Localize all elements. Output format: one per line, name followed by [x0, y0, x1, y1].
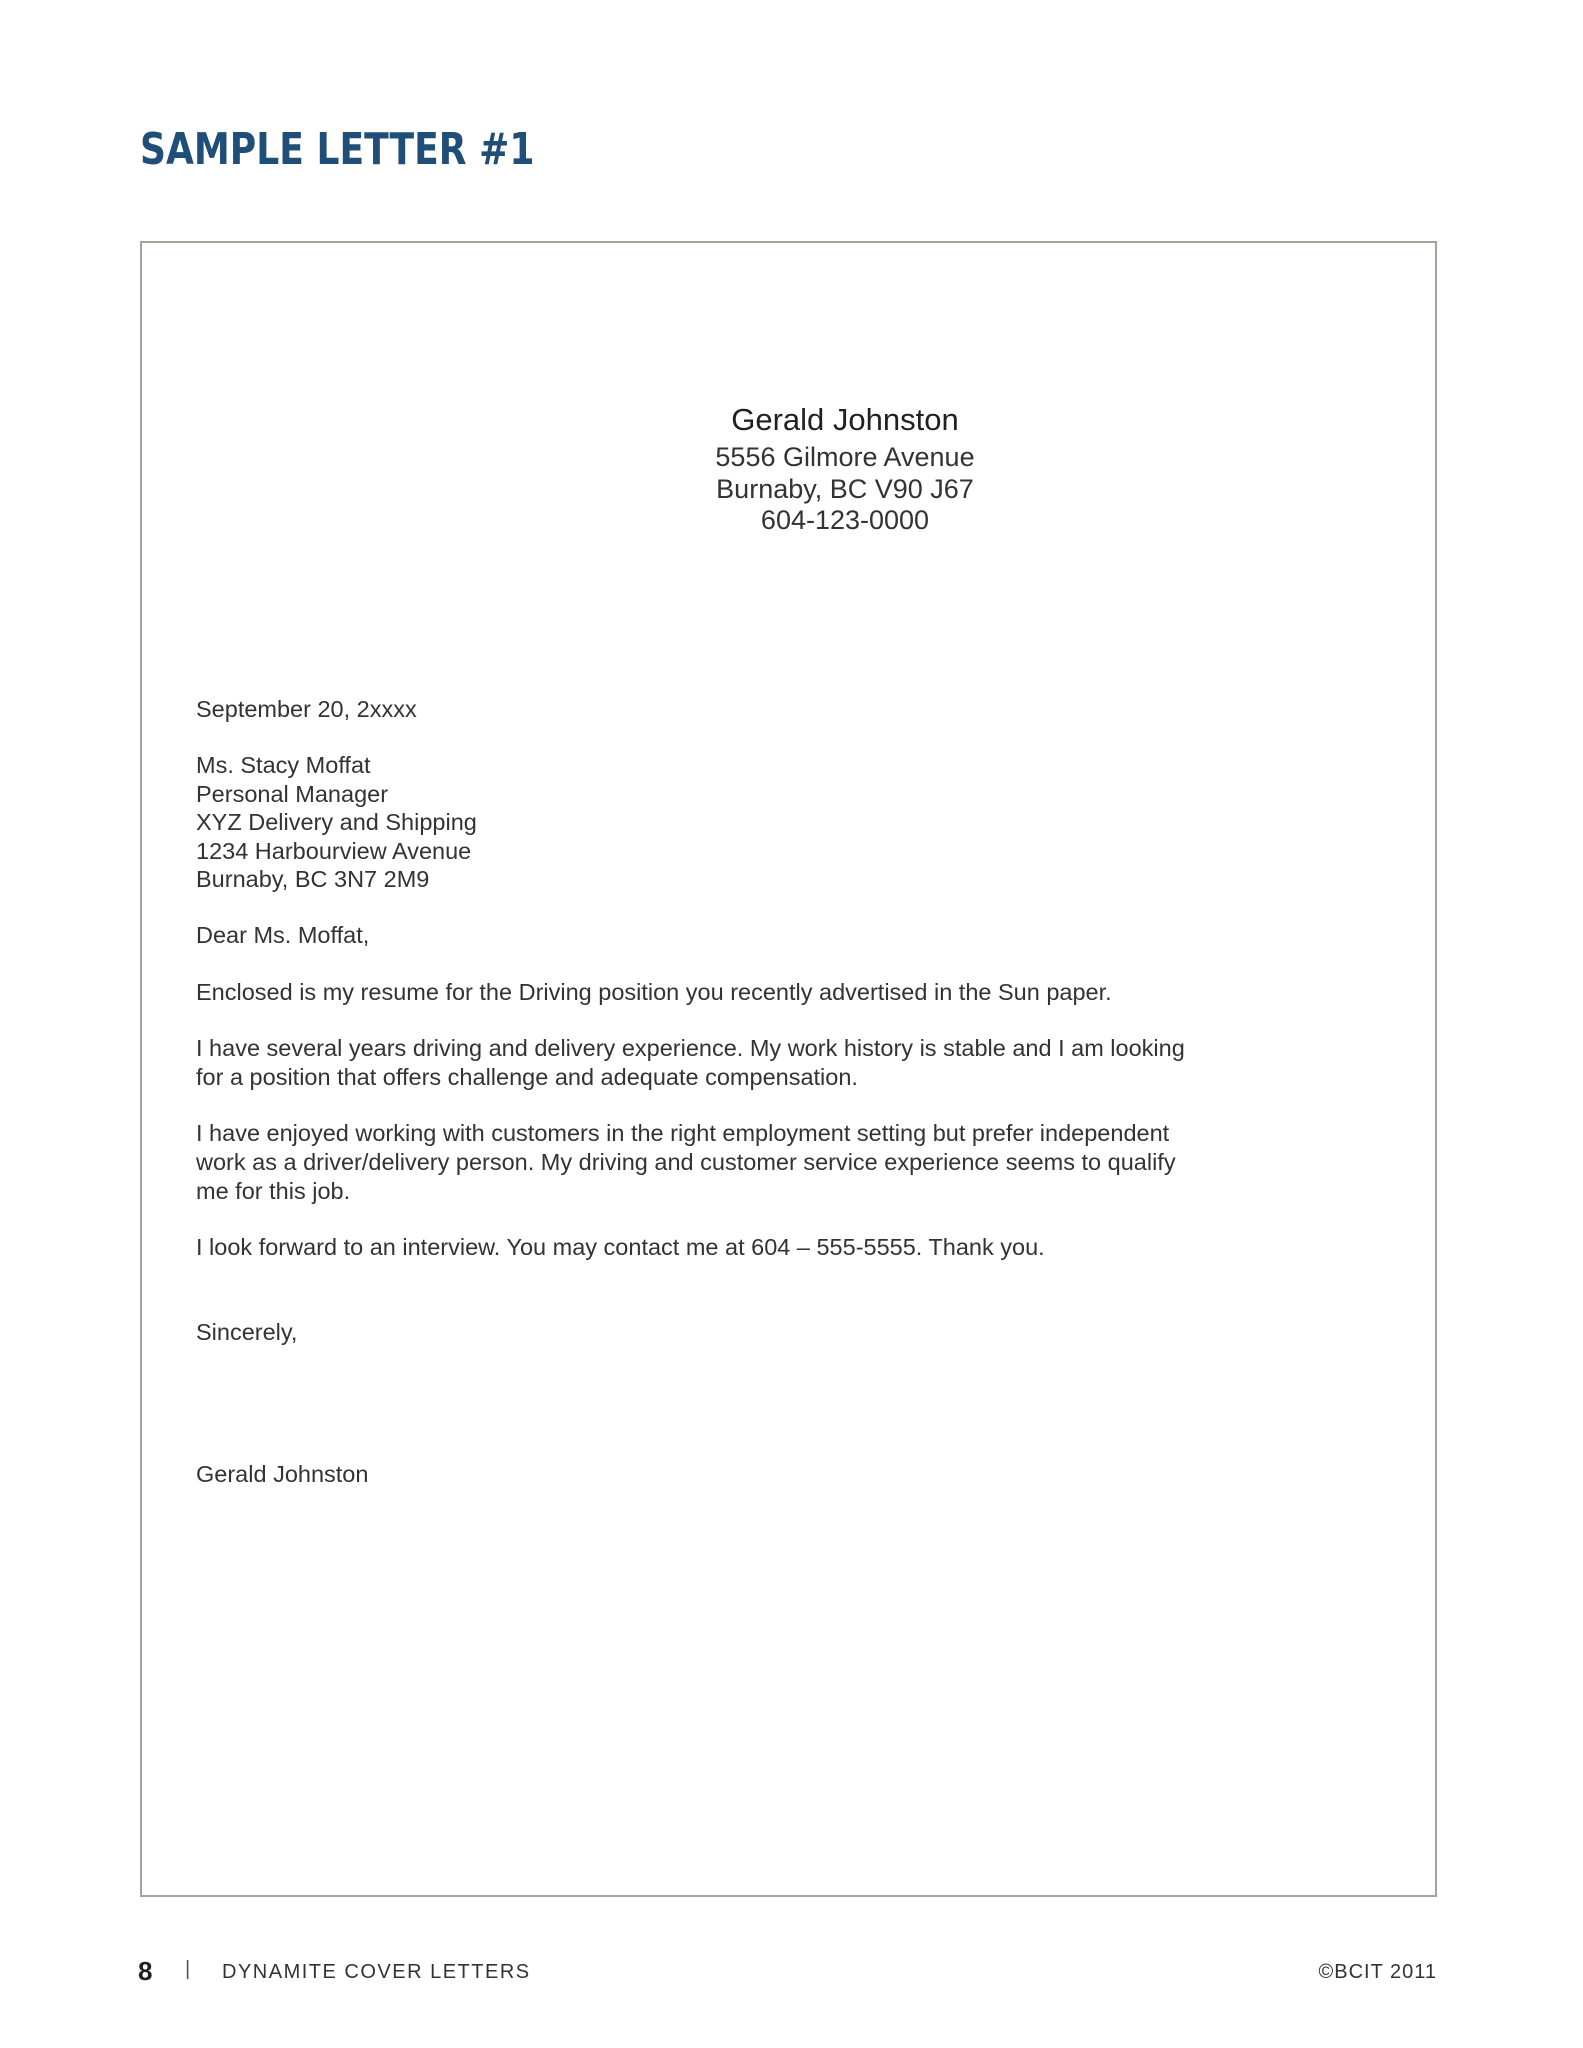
- sender-address-line1: 5556 Gilmore Avenue: [715, 442, 975, 472]
- body-paragraph-1: [196, 978, 1112, 1007]
- paragraph-line: Enclosed is my resume for the Driving position you recently advertised in the Sun paper.: [196, 979, 1112, 1005]
- page-number: 8: [138, 1956, 153, 1986]
- paragraph-line: I have several years driving and delivery experience. My work history is stable and I am looking: [196, 1035, 1185, 1061]
- paragraph-line: I have enjoyed working with customers in the right employment setting but prefer independent: [196, 1120, 1170, 1146]
- sender-phone: 604-123-0000: [760, 505, 930, 535]
- page-title: SAMPLE LETTER #1: [140, 124, 535, 175]
- footer-separator: |: [185, 1958, 191, 1980]
- body-paragraph-2: [196, 1034, 1185, 1092]
- footer-copyright: ©BCIT 2011: [1318, 1961, 1437, 1983]
- recipient-company: XYZ Delivery and Shipping: [196, 809, 477, 835]
- recipient-name: Ms. Stacy Moffat: [196, 752, 371, 778]
- closing: Sincerely,: [196, 1319, 298, 1345]
- recipient-street: 1234 Harbourview Avenue: [196, 838, 472, 864]
- paragraph-line: me for this job.: [196, 1178, 351, 1204]
- body-paragraph-4: [196, 1233, 1045, 1262]
- signature-name: Gerald Johnston: [196, 1461, 369, 1487]
- recipient-city: Burnaby, BC 3N7 2M9: [196, 866, 430, 892]
- paragraph-line: for a position that offers challenge and adequate compensation.: [196, 1064, 858, 1090]
- paragraph-line: work as a driver/delivery person. My driving and customer service experience seems to qualify: [196, 1149, 1176, 1175]
- sender-name: Gerald Johnston: [731, 402, 959, 437]
- paragraph-line: I look forward to an interview. You may contact me at 604 – 555-5555. Thank you.: [196, 1234, 1045, 1260]
- footer-title: DYNAMITE COVER LETTERS: [222, 1961, 531, 1983]
- body-paragraph-3: [196, 1119, 1176, 1206]
- recipient-title: Personal Manager: [196, 781, 389, 807]
- letter-frame: [140, 241, 1437, 1897]
- letter-date: September 20, 2xxxx: [196, 696, 417, 722]
- sender-address-line2: Burnaby, BC V90 J67: [716, 474, 974, 504]
- salutation: Dear Ms. Moffat,: [196, 922, 370, 948]
